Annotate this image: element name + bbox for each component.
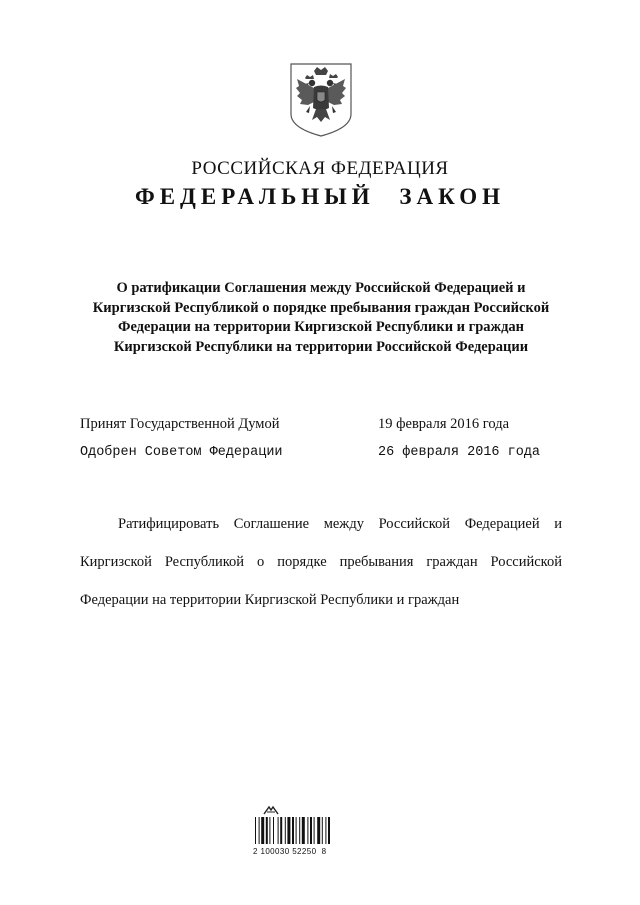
russian-coat-of-arms-icon — [288, 62, 354, 138]
adoption-council-row — [80, 445, 562, 465]
adoption-duma-date: 19 февраля 2016 года — [378, 416, 510, 432]
barcode-number: 2 100030 52250 8 — [253, 847, 327, 856]
law-title: О ратификации Соглашения между Российской Федерацией и Киргизской Республикой о порядке пребывания граждан Российской Федерации на территории Киргизской Республики и граждан Киргизской Республики на территории Российской Федерации — [92, 280, 550, 355]
barcode-bars — [255, 817, 351, 844]
adoption-duma-label: Принят Государственной Думой — [80, 416, 280, 432]
adoption-duma-row — [80, 416, 562, 436]
law-body-text: Ратифицировать Соглашение между Российской Федерацией и Киргизской Республикой о порядке пребывания граждан Российской Федерации на территории Киргизской Республики и граждан — [80, 516, 562, 608]
country-heading: РОССИЙСКАЯ ФЕДЕРАЦИЯ — [191, 158, 449, 179]
adoption-council-date: 26 февраля 2016 года — [378, 445, 541, 460]
barcode — [253, 806, 353, 856]
publisher-mark-icon — [263, 806, 279, 815]
document-type-heading: ФЕДЕРАЛЬНЫЙ ЗАКОН — [134, 184, 506, 209]
adoption-council-label: Одобрен Советом Федерации — [80, 445, 283, 460]
